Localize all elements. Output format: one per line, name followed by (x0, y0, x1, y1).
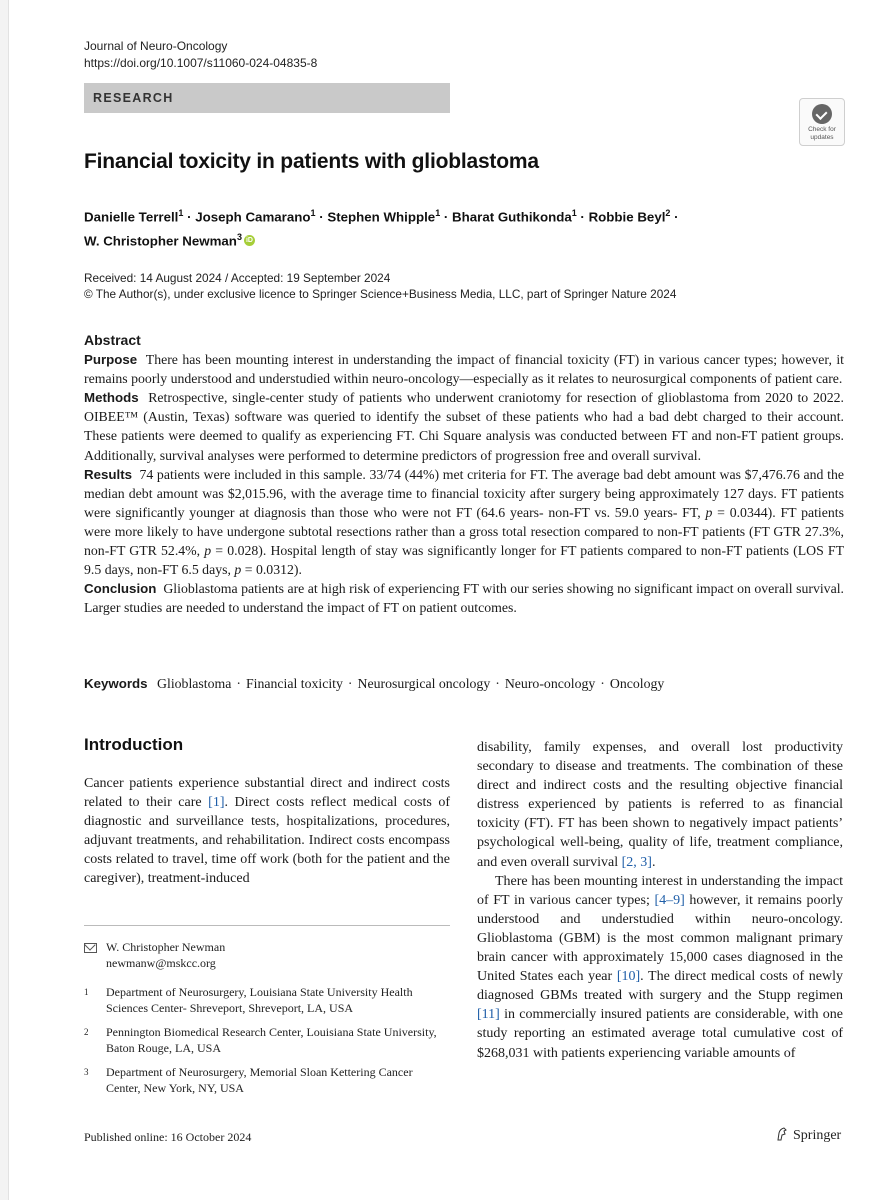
citation-link[interactable]: [11] (477, 1007, 500, 1023)
contact-name: W. Christopher Newman (106, 940, 226, 954)
affiliation-mark: 3 (84, 1067, 89, 1077)
publisher-logo (776, 1127, 841, 1144)
affiliation-text: Department of Neurosurgery, Louisiana State University Health Sciences Center- Shreveport, Shreveport, LA, USA (106, 985, 413, 1015)
introduction-right-column (477, 738, 843, 1063)
author-name[interactable]: Bharat Guthikonda (452, 209, 572, 225)
received-accepted: Received: 14 August 2024 / Accepted: 19 September 2024 (84, 271, 391, 285)
citation-link[interactable]: [10] (616, 969, 641, 985)
paragraph: There has been mounting interest in understanding the impact of FT in various cancer types; [4–9] however, it remains poorly understood and understudied within neuro-oncology. Glioblastoma (GBM) is the most common malignant primary brain cancer with approximately 15,000 cases diagnosed in the United States each year [10]. The direct medical costs of newly diagnosed GBMs treated with surgery and the Stupp regimen [11] in commercially insured patients are considerable, with one study reporting an estimated average total cumulative cost of $268,031 with patients experiencing variable amounts of (477, 873, 843, 1061)
author-affiliation: 1 (435, 208, 441, 218)
copyright: © The Author(s), under exclusive licence to Springer Science+Business Media, LLC, part of Springer Nature 2024 (84, 287, 677, 301)
mail-icon (84, 943, 97, 953)
author-name[interactable]: W. Christopher Newman (84, 233, 237, 249)
orcid-icon[interactable]: iD (245, 236, 253, 244)
author-name[interactable]: Joseph Camarano (195, 209, 311, 225)
conclusion-label: Conclusion (84, 581, 157, 597)
abstract-results: Results 74 patients were included in this sample. 33/74 (44%) met criteria for FT. The average bad debt amount was $7,476.76 and the median debt amount was $2,015.96, with the average time to financial toxicity after surgery being approximately 127 days. FT patients were significantly younger at diagnosis than those who were not FT (64.6 years- non-FT vs. 59.0 years- FT, p = 0.0344). FT patients were more likely to have undergone subtotal resections rather than a gross total resection compared to non-FT patients (FT GTR 27.3%, non-FT GTR 52.4%, p = 0.028). Hospital length of stay was significantly longer for FT patients compared to non-FT patients (LOS FT 9.5 days, non-FT 6.5 days, p = 0.0312). (84, 466, 845, 578)
author-affiliation: 2 (665, 208, 671, 218)
author-name[interactable]: Danielle Terrell (84, 209, 179, 225)
author-name[interactable]: Stephen Whipple (327, 209, 436, 225)
abstract-methods: Methods Retrospective, single-center study of patients who underwent craniotomy for resection of glioblastoma from 2020 to 2022. OIBEE™ (Austin, Texas) software was queried to identify the subset of these patients who had a bad debt charged to their account. These patients were deemed to qualify as experiencing FT. Chi Square analysis was conducted between FT and non-FT patient groups. Additionally, survival analyses were performed to determine predictors of progression free and overall survival. (84, 390, 844, 463)
check-updates-label: Check for updates (808, 126, 836, 141)
affiliation (84, 1065, 450, 1096)
abstract (84, 331, 844, 617)
keyword[interactable]: Neurosurgical oncology (357, 676, 491, 691)
author-list: Danielle Terrell$^1$ · Joseph Camarano$^1$ · Stephen Whipple$^1$ · Bharat Guthikonda$^1$ · Robbie Beyl$^2$ · W. Christopher Newman$^3$ iD (84, 208, 679, 249)
affiliation (84, 1025, 450, 1056)
keywords: Keywords Glioblastoma · Financial toxicity · Neurosurgical oncology · Neuro-oncology · Oncology (84, 676, 665, 691)
abstract-purpose: Purpose There has been mounting interest in understanding the impact of financial toxicity (FT) in various cancer types; however, it remains poorly understood and understudied within neuro-oncology—especially as it relates to neurosurgical components of patient care. (84, 352, 844, 387)
publisher-name: Springer (793, 1128, 842, 1143)
keyword[interactable]: Neuro-oncology (504, 676, 596, 691)
abstract-conclusion: Conclusion Glioblastoma patients are at high risk of experiencing FT with our series showing no significant impact on overall survival. Larger studies are needed to understand the impact of FT on patient outcomes. (84, 581, 844, 616)
journal-header (84, 38, 317, 72)
author-affiliation: 3 (236, 232, 242, 243)
abstract-heading: Abstract (84, 332, 141, 348)
springer-horse-icon (776, 1127, 788, 1141)
author-affiliation: 1 (178, 208, 184, 218)
section-label: RESEARCH (93, 91, 174, 105)
author-affiliation: 1 (571, 208, 577, 218)
affiliation-text: Department of Neurosurgery, Memorial Sloan Kettering Cancer Center, New York, NY, USA (106, 1065, 413, 1095)
author-name[interactable]: Robbie Beyl (588, 209, 666, 225)
doi-link[interactable]: https://doi.org/10.1007/s11060-024-04835-8 (84, 56, 318, 70)
affiliation-mark: 2 (84, 1027, 89, 1037)
journal-name: Journal of Neuro-Oncology (84, 39, 228, 53)
citation-link[interactable]: [4–9] (654, 892, 685, 908)
check-for-updates-button[interactable] (799, 98, 845, 146)
paragraph: disability, family expenses, and overall lost productivity secondary to disease and treatments. The combination of these direct and indirect costs and the resulting objective financial distress experienced by patients is referred to as financial toxicity (FT). FT has been shown to negatively impact patients’ psychological well-being, quality of life, treatment compliance, and even overall survival [2, 3]. (477, 740, 843, 870)
paragraph: Cancer patients experience substantial direct and indirect costs related to their care [1]. Direct costs reflect medical costs of diagnostic and surveillance tests, hospitalizations, procedures, adjuvant treatments, and rehabilitation. Indirect costs encompass costs related to travel, time off work (both for the patient and the caregiver), treatment-induced (84, 776, 451, 887)
contact-email[interactable]: newmanw@mskcc.org (106, 955, 216, 970)
citation-link[interactable]: [2, 3] (621, 854, 652, 870)
page-edge (0, 0, 9, 1200)
citation-link[interactable]: [1] (208, 795, 225, 811)
keyword[interactable]: Glioblastoma (157, 676, 232, 691)
purpose-label: Purpose (84, 352, 138, 368)
published-online: Published online: 16 October 2024 (84, 1130, 252, 1144)
affiliation-text: Pennington Biomedical Research Center, Louisiana State University, Baton Rouge, LA, USA (106, 1025, 437, 1055)
affiliation-mark: 1 (84, 987, 89, 997)
results-label: Results (84, 466, 133, 482)
author-affiliation: 1 (310, 208, 316, 218)
article-title: Financial toxicity in patients with glioblastoma (84, 150, 539, 173)
introduction-heading: Introduction (84, 735, 184, 754)
affiliation (84, 985, 450, 1016)
footnote-divider (84, 925, 450, 926)
corresponding-author (84, 940, 450, 971)
footnotes (84, 940, 450, 1105)
keyword[interactable]: Oncology (609, 676, 665, 691)
keywords-label: Keywords (84, 676, 148, 691)
keyword[interactable]: Financial toxicity (245, 676, 343, 691)
check-updates-icon (812, 104, 832, 124)
methods-label: Methods (84, 390, 139, 406)
introduction-left-column (84, 774, 450, 889)
article-dates (84, 270, 676, 302)
